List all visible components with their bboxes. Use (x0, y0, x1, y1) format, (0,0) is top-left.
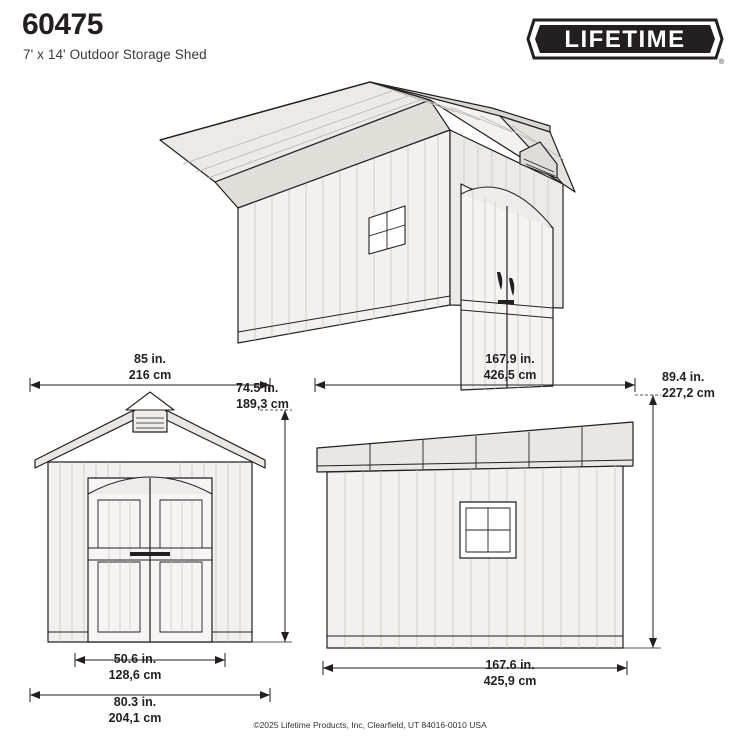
page-title: 60475 (22, 8, 103, 41)
dimension-front-height-imperial: 74.5 in. (236, 381, 279, 395)
dimension-door-width-imperial: 50.6 in. (113, 652, 157, 666)
dimension-roof-length-imperial: 167.9 in. (485, 352, 535, 366)
dimension-roof-length (450, 352, 570, 383)
dimension-base-width-metric: 204,1 cm (108, 710, 162, 725)
product-description: 7' x 14' Outdoor Storage Shed (23, 47, 207, 62)
logo-wordmark: LIFETIME (564, 26, 686, 53)
dimension-front-height-metric: 189,3 cm (236, 396, 289, 411)
dimension-side-height (662, 370, 740, 401)
copyright-notice: ©2025 Lifetime Products, Inc, Clearfield, UT 84016-0010 USA (253, 720, 487, 730)
registered-trademark-icon: ® (718, 59, 724, 66)
dimension-front-width-imperial: 85 in. (134, 352, 166, 366)
dimension-front-height (236, 381, 326, 412)
lifetime-logo (528, 16, 724, 66)
shed-perspective-view (120, 60, 620, 350)
dimension-side-height-metric: 227,2 cm (662, 385, 715, 400)
dimension-base-length-imperial: 167.6 in. (485, 658, 535, 672)
dimension-base-length-metric: 425,9 cm (483, 673, 537, 688)
dimension-roof-length-metric: 426,5 cm (483, 367, 537, 382)
dimension-front-width (95, 352, 205, 383)
dimension-base-width-imperial: 80.3 in. (113, 695, 157, 709)
dimension-front-width-metric: 216 cm (128, 367, 172, 382)
dimension-side-height-imperial: 89.4 in. (662, 370, 705, 384)
dimension-base-length (450, 658, 570, 689)
dimension-door-width-metric: 128,6 cm (108, 667, 162, 682)
shed-side-elevation (305, 360, 725, 700)
dimension-door-width (80, 652, 190, 683)
